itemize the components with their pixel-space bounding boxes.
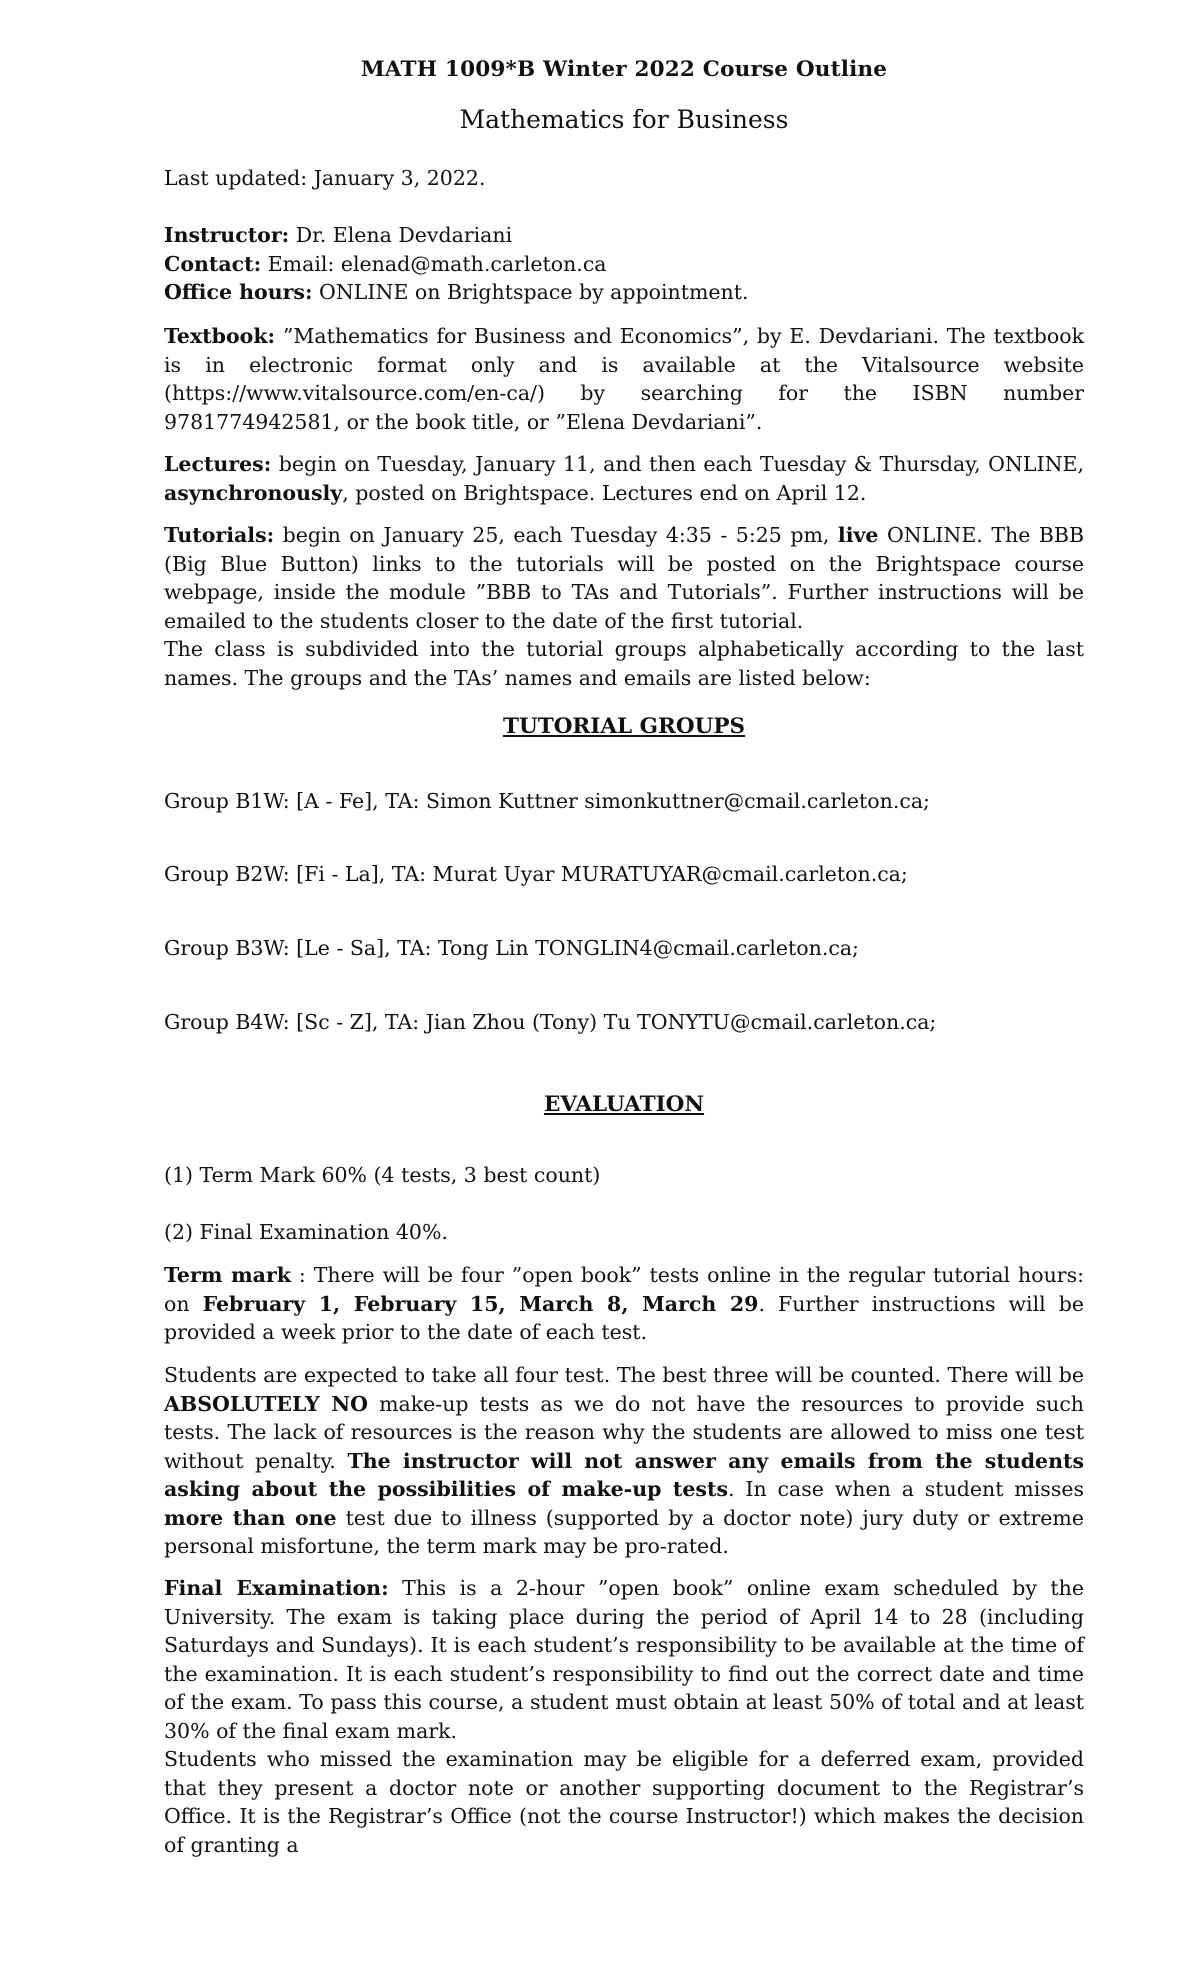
last-updated	[164, 164, 1084, 193]
students-bold-1: ABSOLUTELY NO	[164, 1391, 368, 1416]
term-mark-text-2: . Further instructions will be provided a week prior to the date of each test.	[164, 1291, 1085, 1344]
evaluation-item-1	[164, 1161, 1084, 1190]
students-text-4: test due to illness (supported by a doctor note) jury duty or extreme personal misfortune, the term mark may be pro-rated.	[164, 1505, 1084, 1558]
students-text-1: Students are expected to take all four test. The best three will be counted. There will be	[164, 1363, 1084, 1387]
tutorials-label: Tutorials:	[164, 523, 275, 547]
lectures-paragraph	[164, 450, 1084, 507]
course-subtitle: Mathematics for Business	[459, 105, 789, 134]
students-bold-3: more than one	[164, 1505, 337, 1530]
term-mark-text-1: : There will be four ”open book” tests online in the regular tutorial hours: on	[164, 1263, 1085, 1316]
term-mark-dates: February 1, February 15, March 8, March 29	[202, 1291, 759, 1316]
tutorials-text-1: begin on January 25, each Tuesday 4:35 - 5:25 pm,	[274, 523, 838, 547]
contact-block	[164, 221, 1084, 307]
contact-line	[164, 250, 1084, 279]
course-title: MATH 1009*B Winter 2022 Course Outline	[360, 57, 888, 82]
tutorials-bold: live	[837, 523, 879, 547]
tutorial-group-row: Group B4W: [Sc - Z], TA: Jian Zhou (Tony) Tu TONYTU@cmail.carleton.ca;	[164, 1010, 937, 1034]
evaluation-item-2	[164, 1218, 1084, 1247]
final-exam-text: This is a 2-hour ”open book” online exam scheduled by the University. The exam is taking place during the period of April 14 to 28 (including Saturdays and Sundays). It is each student’s responsibility to be available at the time of the examination. It is each student’s responsibility to find out the correct date and time of the exam. To pass this course, a student must obtain at least 50% of total and at least 30% of the final exam mark.	[164, 1576, 1084, 1743]
final-exam-paragraph	[164, 1574, 1084, 1859]
evaluation-final-item: (2) Final Examination 40%.	[164, 1220, 448, 1244]
tutorial-group-row: Group B2W: [Fi - La], TA: Murat Uyar MURATUYAR@cmail.carleton.ca;	[164, 862, 908, 886]
students-bold-2: The instructor will not answer any emails from the students asking about the possibilities of make-up tests	[164, 1448, 1084, 1501]
tutorial-groups-heading: TUTORIAL GROUPS	[502, 714, 746, 739]
evaluation-heading: EVALUATION	[543, 1092, 705, 1117]
term-mark-label: Term mark	[164, 1263, 291, 1287]
textbook-text: ”Mathematics for Business and Economics”, by E. Devdariani. The textbook is in electronic format only and is available at the Vitalsource website (https://www.vitalsource.com/en-ca/) by searching for the ISBN number 9781774942581, or the book title, or ”Elena Devdariani”.	[164, 324, 1084, 434]
tutorial-group-row: Group B3W: [Le - Sa], TA: Tong Lin TONGLIN4@cmail.carleton.ca;	[164, 936, 859, 960]
instructor-label: Instructor:	[164, 223, 290, 247]
instructor-line	[164, 221, 1084, 250]
last-updated-text: Last updated: January 3, 2022.	[164, 166, 486, 190]
office-hours-line	[164, 278, 1084, 307]
students-text-3: . In case when a student misses	[727, 1477, 1084, 1501]
lectures-label: Lectures:	[164, 452, 272, 476]
textbook-paragraph	[164, 322, 1084, 436]
tutorials-text-3: The class is subdivided into the tutorial groups alphabetically according to the last names. The groups and the TAs’ names and emails are listed below:	[164, 637, 1084, 690]
instructor-value: Dr. Elena Devdariani	[289, 223, 513, 247]
contact-label: Contact:	[164, 251, 262, 276]
deferred-exam-text: Students who missed the examination may be eligible for a deferred exam, provided that they present a doctor note or another supporting document to the Registrar’s Office. It is the Registrar’s Office (not the course Instructor!) which makes the decision of granting a	[164, 1747, 1084, 1857]
term-mark-paragraph	[164, 1261, 1084, 1347]
tutorial-group-row: Group B1W: [A - Fe], TA: Simon Kuttner simonkuttner@cmail.carleton.ca;	[164, 789, 930, 813]
office-hours-value: ONLINE on Brightspace by appointment.	[312, 280, 749, 304]
lectures-text-1: begin on Tuesday, January 11, and then each Tuesday & Thursday, ONLINE,	[271, 452, 1084, 476]
lectures-text-2: , posted on Brightspace. Lectures end on April 12.	[342, 480, 867, 505]
lectures-bold: asynchronously	[164, 480, 343, 505]
contact-value: Email: elenad@math.carleton.ca	[261, 251, 607, 276]
students-text-2: make-up tests as we do not have the resources to provide such tests. The lack of resources is the reason why the students are allowed to miss one test without penalty.	[164, 1391, 1084, 1473]
office-hours-label: Office hours:	[164, 280, 313, 304]
final-exam-label: Final Examination:	[164, 1576, 389, 1600]
tutorials-paragraph	[164, 521, 1084, 692]
textbook-label: Textbook:	[164, 324, 276, 348]
tutorials-text-2: ONLINE. The BBB (Big Blue Button) links to the tutorials will be posted on the Brightspace course webpage, inside the module ”BBB to TAs and Tutorials”. Further instructions will be emailed to the students closer to the date of the first tutorial.	[164, 523, 1085, 633]
students-expectations-paragraph	[164, 1361, 1084, 1561]
evaluation-term-item: (1) Term Mark 60% (4 tests, 3 best count)	[164, 1163, 601, 1187]
